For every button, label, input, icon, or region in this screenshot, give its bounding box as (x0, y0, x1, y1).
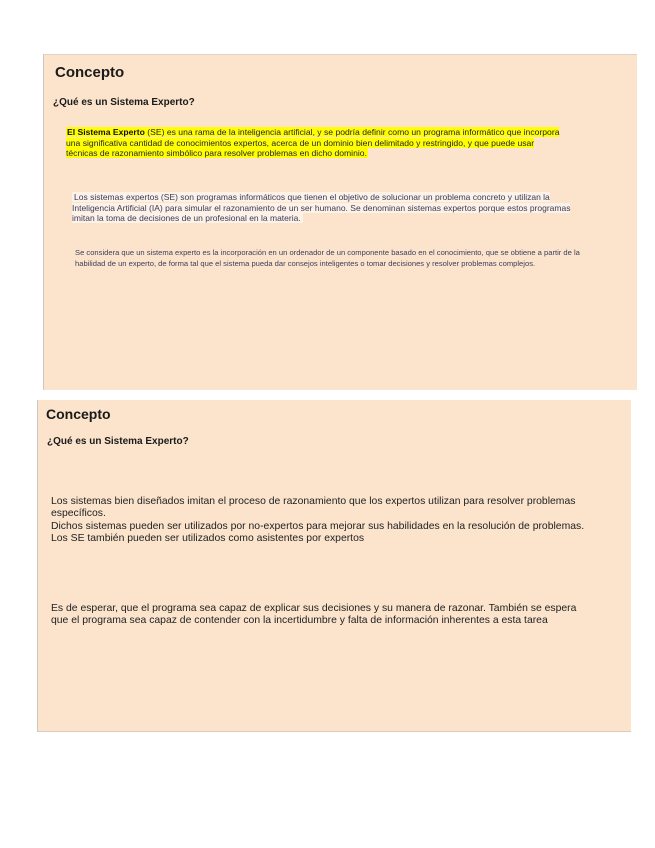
programs-text: Los sistemas expertos (SE) son programas informáticos que tienen el objetivo de solucionar un problema concreto y utilizan la Inteligencia Artificial (IA) para simular el razonamiento de un ser humano. Se denominan sistemas expertos porque estos programas imitan la toma de decisiones de un profesional en la materia. (72, 192, 571, 223)
bold-term: El Sistema Experto (67, 127, 145, 137)
slide-question: ¿Qué es un Sistema Experto? (53, 97, 195, 108)
design-paragraph (51, 496, 596, 546)
explain-paragraph: Es de esperar, que el programa sea capaz de explicar sus decisiones y su manera de razonar. También se espera que el programa sea capaz de contender con la incertidumbre y falta de información inherentes a esta tarea (51, 603, 577, 627)
knowledge-paragraph: Se considera que un sistema experto es la incorporación en un ordenador de un componente basado en el conocimiento, que se obtiene a partir de la habilidad de un experto, de forma tal que el sistema pueda dar consejos inteligentes o tomar decisiones y resolver problemas complejos. (75, 248, 580, 268)
design-line-1: Los sistemas bien diseñados imitan el proceso de razonamiento que los expertos utilizan para resolver problemas específicos. (51, 496, 576, 520)
highlighted-definition-paragraph (66, 127, 566, 159)
slide-title: Concepto (46, 406, 111, 422)
definition-text: (SE) es una rama de la inteligencia artificial, y se podría definir como un programa informático que incorpora una significativa cantidad de conocimientos expertos, acerca de un dominio bien delimitado y restringido, y que puede usar técnicas de razonamiento simbólico para resolver problemas en dicho dominio. (66, 127, 560, 159)
slide-concepto-2 (37, 400, 631, 732)
highlight-span (66, 127, 559, 158)
programs-paragraph (72, 192, 587, 224)
design-line-2: Dichos sistemas pueden ser utilizados por no-expertos para mejorar sus habilidades en la resolución de problemas. Los SE también pueden ser utilizados como asistentes por expertos (51, 520, 585, 545)
slide-title: Concepto (55, 64, 125, 81)
slide-concepto-1 (43, 54, 637, 390)
slide-question: ¿Qué es un Sistema Experto? (47, 436, 189, 447)
